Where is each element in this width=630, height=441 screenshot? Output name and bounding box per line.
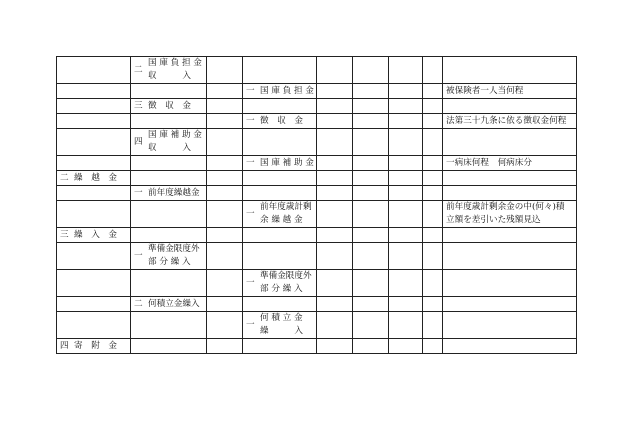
item-number: 二 bbox=[134, 298, 143, 309]
table-row bbox=[57, 99, 577, 114]
item-cell bbox=[131, 186, 207, 201]
subitem-number: 一 bbox=[246, 85, 255, 96]
section-cell bbox=[57, 228, 131, 243]
table-row bbox=[57, 84, 577, 99]
subitem-label-line2: 部 分 繰 入 bbox=[260, 284, 303, 294]
section-label: 繰 越 金 bbox=[74, 172, 117, 183]
subitem-cell bbox=[243, 270, 317, 297]
section-number: 四 bbox=[60, 340, 69, 351]
table-row bbox=[57, 186, 577, 201]
subitem-number: 一 bbox=[246, 208, 255, 219]
subitem-number: 一 bbox=[246, 319, 255, 330]
note-cell: 一病床何程 何病床分 bbox=[443, 156, 577, 171]
item-number: 三 bbox=[134, 100, 143, 111]
table-row bbox=[57, 57, 577, 84]
subitem-label-line2: 余 繰 越 金 bbox=[260, 215, 303, 225]
item-label: 何積立金繰入 bbox=[148, 298, 200, 309]
subitem-label-line1: 準備金限度外 bbox=[260, 271, 312, 281]
section-label: 繰 入 金 bbox=[74, 229, 117, 240]
note-cell: 被保険者一人当何程 bbox=[443, 84, 577, 99]
subitem-label-line2: 繰 入 bbox=[260, 326, 303, 336]
table-row bbox=[57, 297, 577, 312]
item-label: 前年度繰越金 bbox=[148, 187, 200, 198]
subitem-cell bbox=[243, 84, 317, 99]
section-number: 三 bbox=[60, 229, 69, 240]
item-label: 徴 収 金 bbox=[148, 100, 191, 111]
table-row bbox=[57, 228, 577, 243]
budget-table bbox=[56, 56, 577, 354]
item-label-line2: 部 分 繰 入 bbox=[148, 257, 191, 267]
table-row bbox=[57, 171, 577, 186]
table-row bbox=[57, 156, 577, 171]
item-number: 四 bbox=[134, 136, 143, 147]
item-number: 二 bbox=[134, 64, 143, 75]
subitem-label: 国 庫 負 担 金 bbox=[260, 85, 314, 96]
item-cell bbox=[131, 129, 207, 156]
subitem-number: 一 bbox=[246, 157, 255, 168]
subitem-label-line1: 何 積 立 金 bbox=[260, 313, 303, 323]
section-label: 寄 附 金 bbox=[74, 340, 117, 351]
table-row bbox=[57, 129, 577, 156]
item-label-line2: 収 入 bbox=[148, 143, 191, 153]
item-number: 一 bbox=[134, 250, 143, 261]
note-line2: 立額を差引いた残額見込 bbox=[446, 215, 541, 225]
note-cell bbox=[443, 201, 577, 228]
note-line1: 前年度歳計剰余金の中(何々)積 bbox=[446, 202, 565, 212]
item-label-line2: 収 入 bbox=[148, 71, 191, 81]
subitem-label-line1: 前年度歳計剰 bbox=[260, 202, 312, 212]
item-label-line1: 国 庫 補 助 金 bbox=[148, 130, 202, 140]
subitem-cell bbox=[243, 114, 317, 129]
item-cell bbox=[131, 99, 207, 114]
subitem-label: 徴 収 金 bbox=[260, 115, 303, 126]
section-number: 二 bbox=[60, 172, 69, 183]
table-row bbox=[57, 339, 577, 354]
item-cell bbox=[131, 243, 207, 270]
table-row bbox=[57, 243, 577, 270]
item-label-line1: 国 庫 負 担 金 bbox=[148, 58, 202, 68]
subitem-cell bbox=[243, 312, 317, 339]
table-row bbox=[57, 270, 577, 297]
note-cell: 法第三十九条に依る徴収金何程 bbox=[443, 114, 577, 129]
table-row bbox=[57, 114, 577, 129]
item-cell bbox=[131, 297, 207, 312]
subitem-label: 国 庫 補 助 金 bbox=[260, 157, 314, 168]
subitem-number: 一 bbox=[246, 115, 255, 126]
item-number: 一 bbox=[134, 187, 143, 198]
table-row bbox=[57, 312, 577, 339]
section-cell bbox=[57, 171, 131, 186]
section-cell bbox=[57, 339, 131, 354]
item-label-line1: 準備金限度外 bbox=[148, 244, 200, 254]
subitem-number: 一 bbox=[246, 277, 255, 288]
subitem-cell bbox=[243, 156, 317, 171]
item-cell bbox=[131, 57, 207, 84]
table-row bbox=[57, 201, 577, 228]
subitem-cell bbox=[243, 201, 317, 228]
